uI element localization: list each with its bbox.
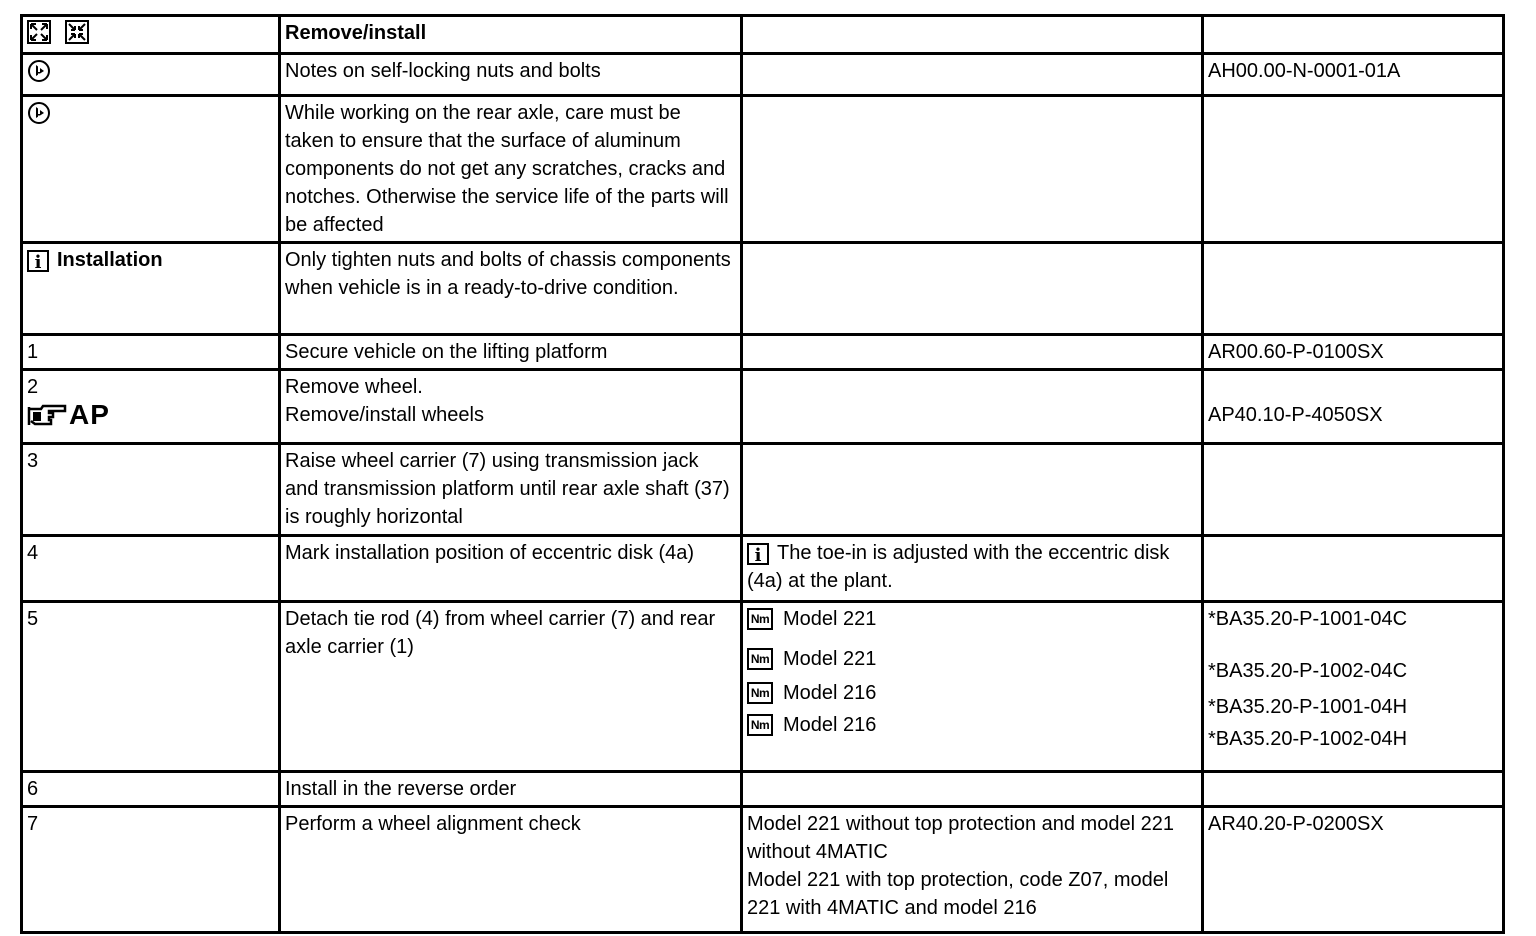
torque-item[interactable]: Nm Model 216: [747, 679, 1196, 707]
torque-icon: Nm: [747, 682, 773, 704]
reference-link[interactable]: AR40.20-P-0200SX: [1203, 807, 1504, 933]
header-icons-cell: [22, 16, 280, 54]
row-text: Mark installation position of eccentric disk (4a): [280, 536, 742, 602]
row-text: Perform a wheel alignment check: [280, 807, 742, 933]
reference-link[interactable]: *BA35.20-P-1001-04H: [1208, 696, 1408, 718]
row-text: While working on the rear axle, care must be taken to ensure that the surface of aluminum components do not get any scratches, cracks and notches. Otherwise the service life of the parts will be affected: [280, 96, 742, 243]
note-text: Model 221 without top protection and model 221 without 4MATIC: [747, 813, 1174, 863]
row-text: Only tighten nuts and bolts of chassis components when vehicle is in a ready-to-drive condition.: [280, 243, 742, 335]
step-number: 2: [27, 376, 39, 398]
step-number: 5: [22, 602, 280, 772]
table-row: [22, 243, 1504, 335]
reference-link[interactable]: *BA35.20-P-1002-04H: [1208, 728, 1408, 750]
step-number: 6: [22, 772, 280, 807]
torque-item[interactable]: Nm Model 221: [747, 605, 1196, 633]
reference-link[interactable]: AP40.10-P-4050SX: [1208, 404, 1383, 426]
expand-icon[interactable]: [27, 20, 51, 44]
torque-item[interactable]: Nm Model 221: [747, 645, 1196, 673]
note-text: Model 221 with top protection, code Z07, model 221 with 4MATIC and model 216: [747, 869, 1169, 919]
step-number: 7: [22, 807, 280, 933]
header-title: Remove/install: [280, 16, 742, 54]
table-row: [22, 335, 1504, 370]
row-text: Detach tie rod (4) from wheel carrier (7) and rear axle carrier (1): [280, 602, 742, 772]
reference-link[interactable]: AR00.60-P-0100SX: [1203, 335, 1504, 370]
installation-label: Installation: [57, 249, 163, 271]
info-icon: i: [747, 543, 769, 565]
row-text: Remove wheel.: [285, 376, 423, 398]
ap-label: AP: [69, 399, 110, 430]
table-row: [22, 772, 1504, 807]
row-text: Raise wheel carrier (7) using transmission jack and transmission platform until rear axle shaft (37) is roughly horizontal: [280, 444, 742, 536]
collapse-icon[interactable]: [65, 20, 89, 44]
reference-link[interactable]: *BA35.20-P-1002-04C: [1208, 660, 1408, 682]
table-row: [22, 602, 1504, 772]
note-icon: [27, 59, 51, 83]
torque-item[interactable]: Nm Model 216: [747, 711, 1196, 739]
table-row: [22, 807, 1504, 933]
row-subtext: Remove/install wheels: [285, 404, 484, 426]
procedure-table: [20, 14, 1505, 934]
ap-reference[interactable]: [27, 401, 273, 429]
step-number: 1: [22, 335, 280, 370]
torque-icon: Nm: [747, 714, 773, 736]
header-row: [22, 16, 1504, 54]
row-text: Install in the reverse order: [280, 772, 742, 807]
pointing-hand-icon: [27, 403, 67, 427]
table-row: [22, 444, 1504, 536]
note-icon: [27, 101, 51, 125]
row-text: Notes on self-locking nuts and bolts: [280, 54, 742, 96]
info-icon: i: [27, 250, 49, 272]
reference-link[interactable]: AH00.00-N-0001-01A: [1203, 54, 1504, 96]
table-row: [22, 370, 1504, 444]
torque-icon: Nm: [747, 608, 773, 630]
torque-icon: Nm: [747, 648, 773, 670]
table-row: [22, 54, 1504, 96]
step-number: 4: [22, 536, 280, 602]
step-number: 3: [22, 444, 280, 536]
table-row: [22, 536, 1504, 602]
row-text: Secure vehicle on the lifting platform: [280, 335, 742, 370]
note-text: The toe-in is adjusted with the eccentric disk (4a) at the plant.: [747, 542, 1170, 592]
table-row: [22, 96, 1504, 243]
reference-link[interactable]: *BA35.20-P-1001-04C: [1208, 608, 1408, 630]
